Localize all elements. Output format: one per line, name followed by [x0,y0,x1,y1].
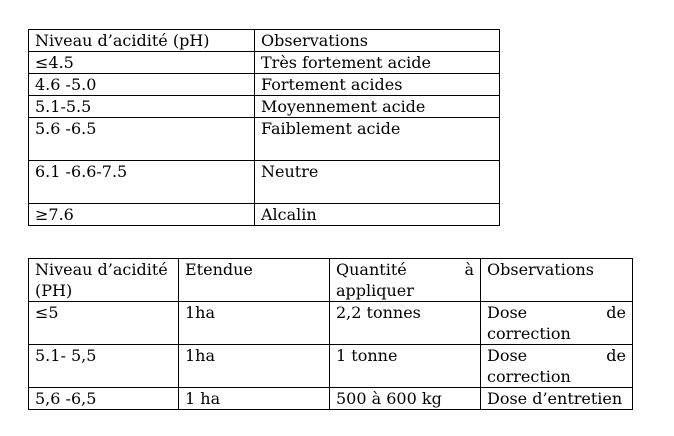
header-acidity-level: Niveau d’acidité (pH) [29,30,255,52]
table-row [29,74,500,96]
observation-word2: de [606,303,626,322]
cell-ph-range: 4.6 -5.0 [29,74,255,96]
cell-observation: Moyennement acide [255,96,500,118]
cell-extent: 1ha [179,345,330,388]
cell-ph-level: 5,6 -6,5 [29,388,179,410]
cell-ph-range: 6.1 -6.6-7.5 [29,161,255,204]
header-observations: Observations [255,30,500,52]
cell-observation: Très fortement acide [255,52,500,74]
header-extent: Etendue [179,259,330,302]
table-row [29,161,500,204]
cell-observation: Alcalin [255,204,500,226]
cell-quantity: 2,2 tonnes [330,302,481,345]
cell-observation: Faiblement acide [255,118,500,161]
observation-line2: correction [487,367,571,386]
cell-ph-range: 5.6 -6.5 [29,118,255,161]
cell-ph-range: ≥7.6 [29,204,255,226]
table-row [29,388,633,410]
table-row [29,345,633,388]
observation-word2: de [606,346,626,365]
cell-extent: 1ha [179,302,330,345]
table-row [29,302,633,345]
observation-word1: Dose [487,346,528,365]
observation-line1 [487,345,626,366]
cell-observation: Fortement acides [255,74,500,96]
cell-observation: Neutre [255,161,500,204]
header-quantity-word1: Quantité [336,260,407,279]
cell-ph-range: 5.1-5.5 [29,96,255,118]
cell-observation: Dose d’entretien [481,388,633,410]
table-row [29,204,500,226]
table-row [29,52,500,74]
header-quantity-word2: à [464,260,474,279]
cell-extent: 1 ha [179,388,330,410]
header-quantity [330,259,481,302]
observation-line2: correction [487,324,571,343]
header-acidity-level-line1: Niveau d’acidité [35,260,168,279]
table-header-row [29,30,500,52]
lime-application-table [28,258,633,410]
header-observations: Observations [481,259,633,302]
cell-observation [481,345,633,388]
cell-observation [481,302,633,345]
table-row [29,96,500,118]
cell-ph-level: ≤5 [29,302,179,345]
observation-line1 [487,302,626,323]
observation-word1: Dose [487,303,528,322]
table-header-row [29,259,633,302]
acidity-levels-table [28,29,500,226]
header-quantity-line2: appliquer [336,281,414,300]
cell-quantity: 1 tonne [330,345,481,388]
cell-quantity: 500 à 600 kg [330,388,481,410]
cell-ph-range: ≤4.5 [29,52,255,74]
cell-ph-level: 5.1- 5,5 [29,345,179,388]
table-row [29,118,500,161]
header-quantity-line1 [336,259,474,280]
header-acidity-level-line2: (PH) [35,281,73,300]
header-acidity-level [29,259,179,302]
